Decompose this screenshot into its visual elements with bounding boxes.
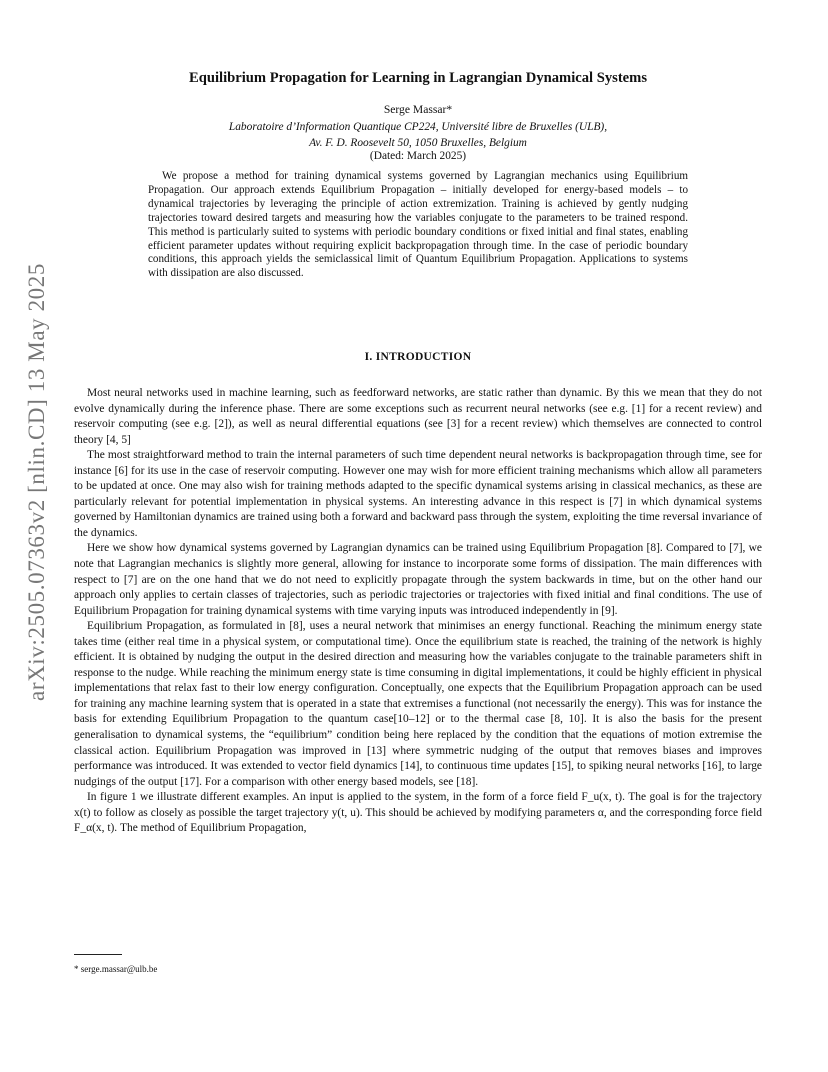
paper-date: (Dated: March 2025): [369, 150, 467, 162]
paper-title: Equilibrium Propagation for Learning in Lagrangian Dynamical Systems: [189, 70, 647, 86]
affiliation-line-2: Av. F. D. Roosevelt 50, 1050 Bruxelles, Belgium: [309, 136, 527, 149]
paragraph: The most straightforward method to train the internal parameters of such time dependent neural networks is backpropagation through time, see for instance [6] for its use in the case of reservoir computing. However one may wish for more efficient training mechanisms which allow all parameters to be updated at once. One may also wish for training methods adapted to the specific dynamical systems arising in classical mechanics, as these are particularly relevant for potential implementation in physical systems. An interesting advance in this respect is [7] in which dynamical systems governed by Hamiltonian dynamics are trained using both a forward and backward pass through the system, exploiting the time reversal invariance of the dynamics.: [74, 449, 762, 539]
abstract: We propose a method for training dynamical systems governed by Lagrangian mechanics using Equilibrium Propagation. Our approach extends Equilibrium Propagation – initially developed for energy-based models – to dynamical trajectories by leveraging the principle of action extremization. Training is achieved by gently nudging trajectories toward desired targets and measuring how the variables conjugate to the parameters to be trained respond. This method is particularly suited to systems with periodic boundary conditions or fixed initial and final states, enabling efficient parameter updates without requiring explicit backpropagation through time. In the case of periodic boundary conditions, this approach yields the semiclassical limit of Quantum Equilibrium Propagation. Applications to systems with dissipation are also discussed.: [148, 170, 688, 280]
author-affiliation: [74, 120, 762, 151]
paragraph: Most neural networks used in machine learning, such as feedforward networks, are static rather than dynamic. By this we mean that they do not evolve dynamically during the inference phase. There are some exceptions such as recurrent neural networks (see e.g. [1] for a recent review) and reservoir computing (see e.g. [2]), as well as neural differential equations (see [3] for a recent review) which themselves are connected to control theory [4, 5]: [74, 387, 762, 446]
affiliation-line-1: Laboratoire d’Information Quantique CP224, Université libre de Bruxelles (ULB),: [228, 121, 608, 133]
paragraph: Here we show how dynamical systems governed by Lagrangian dynamics can be trained using Equilibrium Propagation [8]. Compared to [7], we note that Lagrangian mechanics is slightly more general, allowing for instance to incorporate some forms of dissipation. The main differences with respect to [7] are on the one hand that we do not need to explicitly propagate through the system backwards in time, but on the other hand our approach only applies to certain classes of trajectories, such as periodic trajectories or trajectories with fixed initial and final conditions. The use of Equilibrium Propagation for training dynamical systems with time varying inputs was introduced independently in [9].: [74, 542, 762, 617]
section-heading: I. INTRODUCTION: [364, 351, 472, 363]
body-text: [74, 386, 762, 837]
arxiv-identifier: [22, 263, 52, 701]
paragraph: In figure 1 we illustrate different examples. An input is applied to the system, in the form of a force field F_u(x, t). The goal is for the trajectory x(t) to follow as closely as possible the target trajectory y(t, u). This should be achieved by modifying parameters α, and the corresponding force field F_α(x, t). The method of Equilibrium Propagation,: [74, 791, 762, 835]
paragraph: Equilibrium Propagation, as formulated in [8], uses a neural network that minimises an energy functional. Reaching the minimum energy state takes time (either real time in a physical system, or computational time). Once the equilibrium state is reached, the training of the network is highly efficient. It is obtained by nudging the output in the desired direction and measuring how the variables conjugate to the trainable parameters shift in response to the nudge. While reaching the minimum energy state is time consuming in digital implementations, it could be highly efficient in physical implementations that relax fast to their low energy configuration. Conceptually, one expects that the Equilibrium Propagation approach can be used for training any machine learning system that is operated in a state that extremises a functional (not necessarily the energy). This was for instance the basis for extending Equilibrium Propagation to the quantum case[10–12] or to the thermal case [8, 10]. It is also the basis for the present generalisation to dynamical systems, the “equilibrium” condition being here replaced by the condition that the equations of motion extremise the classical action. Equilibrium Propagation was improved in [13] where symmetric nudging of the output that removes biases and improves performance was introduced. It was extended to vector field dynamics [14], to continuous time updates [15], to spiking neural networks [16], to large nudgings of the output [17]. For a comparison with other energy based models, see [18].: [74, 620, 762, 788]
author-name: Serge Massar*: [383, 103, 453, 116]
arxiv-identifier-text: arXiv:2505.07363v2 [nlin.CD] 13 May 2025: [24, 263, 49, 701]
footnote-rule: [74, 954, 122, 955]
footnote-email: * serge.massar@ulb.be: [74, 964, 158, 974]
